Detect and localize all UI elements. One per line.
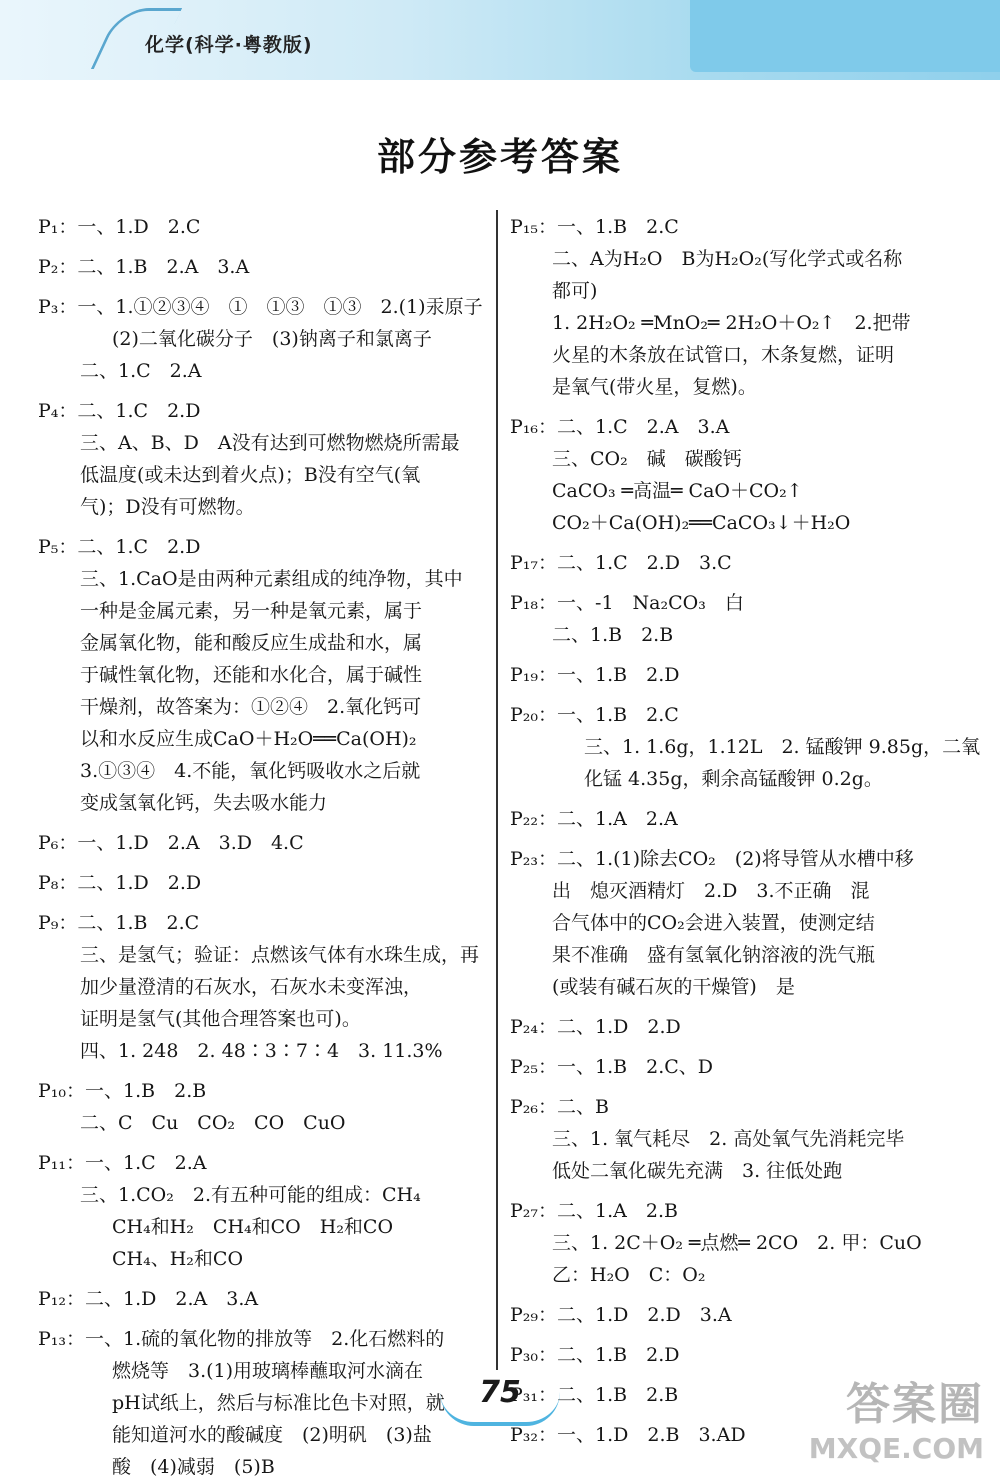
answer-line: 三、1.CO₂ 2.有五种可能的组成：CH₄ [80, 1184, 421, 1206]
answer-line: 三、是氢气；验证：点燃该气体有水珠生成，再 [80, 944, 480, 966]
answer-entry: P₂₀：一、1.B 2.C [510, 704, 679, 726]
answer-entry: P₃₂：一、1.D 2.B 3.AD [510, 1424, 746, 1446]
answer-entry: P₂₉：二、1.D 2.D 3.A [510, 1304, 732, 1326]
entry-gap [510, 539, 962, 547]
entry-gap [510, 1043, 962, 1051]
answer-entry: P₁₆：二、1.C 2.A 3.A [510, 416, 730, 438]
answer-line: 低处二氧化碳先充满 3. 往低处跑 [552, 1160, 843, 1182]
subject-label: 化学(科学·粤教版) [145, 34, 313, 56]
answer-line: 燃烧等 3.(1)用玻璃棒蘸取河水滴在 [112, 1360, 424, 1382]
entry-gap [38, 1275, 488, 1283]
answer-entry: P₉：二、1.B 2.C [38, 912, 200, 934]
entry-gap [510, 403, 962, 411]
entry-gap [510, 1187, 962, 1195]
entry-gap [510, 1331, 962, 1339]
answer-line: 三、1. 氧气耗尽 2. 高处氧气先消耗完毕 [552, 1128, 905, 1150]
answer-column-right [510, 211, 981, 1451]
entry-gap [38, 523, 488, 531]
answer-line: 二、C Cu CO₂ CO CuO [80, 1112, 346, 1134]
answer-line: (或装有碱石灰的干燥管) 是 [552, 976, 795, 998]
answer-line: CH₄、H₂和CO [112, 1248, 244, 1270]
answer-entry: P₈：二、1.D 2.D [38, 872, 202, 894]
answer-line: 三、1. 1.6g，1.12L 2. 锰酸钾 9.85g，二氧 [584, 736, 981, 758]
watermark-url: MXQE.COM [808, 1432, 984, 1465]
answer-entry: P₆：一、1.D 2.A 3.D 4.C [38, 832, 304, 854]
watermark [809, 1368, 984, 1465]
entry-gap [38, 859, 488, 867]
entry-gap [38, 387, 488, 395]
answer-line: 加少量澄清的石灰水，石灰水未变浑浊， [80, 976, 423, 998]
answer-entry: P₁₈：一、-1 Na₂CO₃ 白 [510, 592, 744, 614]
entry-gap [38, 1315, 488, 1323]
column-divider [496, 210, 498, 1370]
answer-entry: P₁₂：二、1.D 2.A 3.A [38, 1288, 259, 1310]
answer-entry: P₂₇：二、1.A 2.B [510, 1200, 678, 1222]
answer-line: 合气体中的CO₂会进入装置，使测定结 [552, 912, 875, 934]
answer-entry: P₁₉：一、1.B 2.D [510, 664, 680, 686]
answer-line: 果不准确 盛有氢氧化钠溶液的洗气瓶 [552, 944, 876, 966]
answer-line: 3.①③④ 4.不能，氧化钙吸收水之后就 [80, 760, 421, 782]
answer-entry: P₂₅：一、1.B 2.C、D [510, 1056, 714, 1078]
answer-line: 是氧气(带火星，复燃)。 [552, 376, 757, 398]
answer-entry: P₂₂：二、1.A 2.A [510, 808, 678, 830]
answer-entry: P₃₀：二、1.B 2.D [510, 1344, 680, 1366]
entry-gap [510, 1083, 962, 1091]
entry-gap [510, 691, 962, 699]
answer-line: 干燥剂，故答案为：①②④ 2.氧化钙可 [80, 696, 422, 718]
answer-line: 证明是氢气(其他合理答案也可)。 [80, 1008, 361, 1030]
answer-line: 一种是金属元素，另一种是氧元素，属于 [80, 600, 423, 622]
answer-line: 三、1. 2C＋O₂ ═点燃═ 2CO 2. 甲：CuO [552, 1232, 922, 1254]
entry-gap [38, 1067, 488, 1075]
answer-entry: P₁₃：一、1.硫的氧化物的排放等 2.化石燃料的 [38, 1328, 445, 1350]
watermark-logo: 答案圈 [846, 1379, 984, 1430]
entry-gap [38, 1139, 488, 1147]
answer-entry: P₁：一、1.D 2.C [38, 216, 201, 238]
answer-line: CO₂＋Ca(OH)₂══CaCO₃↓＋H₂O [552, 512, 851, 534]
answer-line: 二、1.B 2.B [552, 624, 674, 646]
answer-line: 金属氧化物，能和酸反应生成盐和水，属 [80, 632, 423, 654]
answer-line: 化锰 4.35g，剩余高锰酸钾 0.2g。 [584, 768, 883, 790]
answer-entry: P₃₁：二、1.B 2.B [510, 1384, 679, 1406]
answer-line: 变成氢氧化钙，失去吸水能力 [80, 792, 328, 814]
answer-entry: P₂₄：二、1.D 2.D [510, 1016, 681, 1038]
answer-line: 三、CO₂ 碱 碳酸钙 [552, 448, 742, 470]
answer-entry: P₂₆：二、B [510, 1096, 609, 1118]
answer-entry: P₁₁：一、1.C 2.A [38, 1152, 207, 1174]
answer-line: 二、1.C 2.A [80, 360, 202, 382]
entry-gap [510, 651, 962, 659]
answer-entry: P₂₃：二、1.(1)除去CO₂ (2)将导管从水槽中移 [510, 848, 914, 870]
entry-gap [510, 1291, 962, 1299]
answer-line: 火星的木条放在试管口，木条复燃，证明 [552, 344, 895, 366]
entry-gap [38, 899, 488, 907]
entry-gap [38, 283, 488, 291]
answer-line: 1. 2H₂O₂ ═MnO₂═ 2H₂O＋O₂↑ 2.把带 [552, 312, 911, 334]
answer-line: 四、1. 248 2. 48∶3∶7∶4 3. 11.3% [80, 1040, 443, 1062]
answer-entry: P₂：二、1.B 2.A 3.A [38, 256, 250, 278]
answer-line: 以和水反应生成CaO＋H₂O══Ca(OH)₂ [80, 728, 417, 750]
answer-entry: P₁₅：一、1.B 2.C [510, 216, 679, 238]
entry-gap [38, 243, 488, 251]
answer-entry: P₁₀：一、1.B 2.B [38, 1080, 207, 1102]
answer-line: (2)二氧化碳分子 (3)钠离子和氯离子 [112, 328, 432, 350]
answer-line: CH₄和H₂ CH₄和CO H₂和CO [112, 1216, 394, 1238]
answer-line: 酸 (4)减弱 (5)B [112, 1456, 275, 1478]
answer-line: 于碱性氧化物，还能和水化合，属于碱性 [80, 664, 423, 686]
answer-line: 出 熄灭酒精灯 2.D 3.不正确 混 [552, 880, 870, 902]
entry-gap [510, 835, 962, 843]
answer-entry: P₅：二、1.C 2.D [38, 536, 201, 558]
entry-gap [510, 579, 962, 587]
entry-gap [38, 819, 488, 827]
answer-line: 二、A为H₂O B为H₂O₂(写化学式或名称 [552, 248, 903, 270]
answer-line: 低温度(或未达到着火点)；B没有空气(氧 [80, 464, 421, 486]
answer-line: 乙：H₂O C：O₂ [552, 1264, 706, 1286]
answer-entry: P₁₇：二、1.C 2.D 3.C [510, 552, 732, 574]
banner-panel-decoration [690, 0, 1000, 72]
answer-line: 能知道河水的酸碱度 (2)明矾 (3)盐 [112, 1424, 432, 1446]
answer-entry: P₃：一、1.①②③④ ① ①③ ①③ 2.(1)汞原子 [38, 296, 483, 318]
answer-line: 都可) [552, 280, 598, 302]
answer-column-left [38, 211, 488, 1483]
answer-line: 三、1.CaO是由两种元素组成的纯净物，其中 [80, 568, 463, 590]
answer-entry: P₄：二、1.C 2.D [38, 400, 201, 422]
entry-gap [510, 795, 962, 803]
entry-gap [510, 1003, 962, 1011]
page-number: 75 [479, 1375, 521, 1410]
page-title: 部分参考答案 [376, 135, 623, 179]
answer-line: 三、A、B、D A没有达到可燃物燃烧所需最 [80, 432, 460, 454]
answer-line: 气)；D没有可燃物。 [80, 496, 255, 518]
answer-line: CaCO₃ ═高温═ CaO＋CO₂↑ [552, 480, 803, 502]
answer-line: pH试纸上，然后与标准比色卡对照，就 [112, 1392, 445, 1414]
